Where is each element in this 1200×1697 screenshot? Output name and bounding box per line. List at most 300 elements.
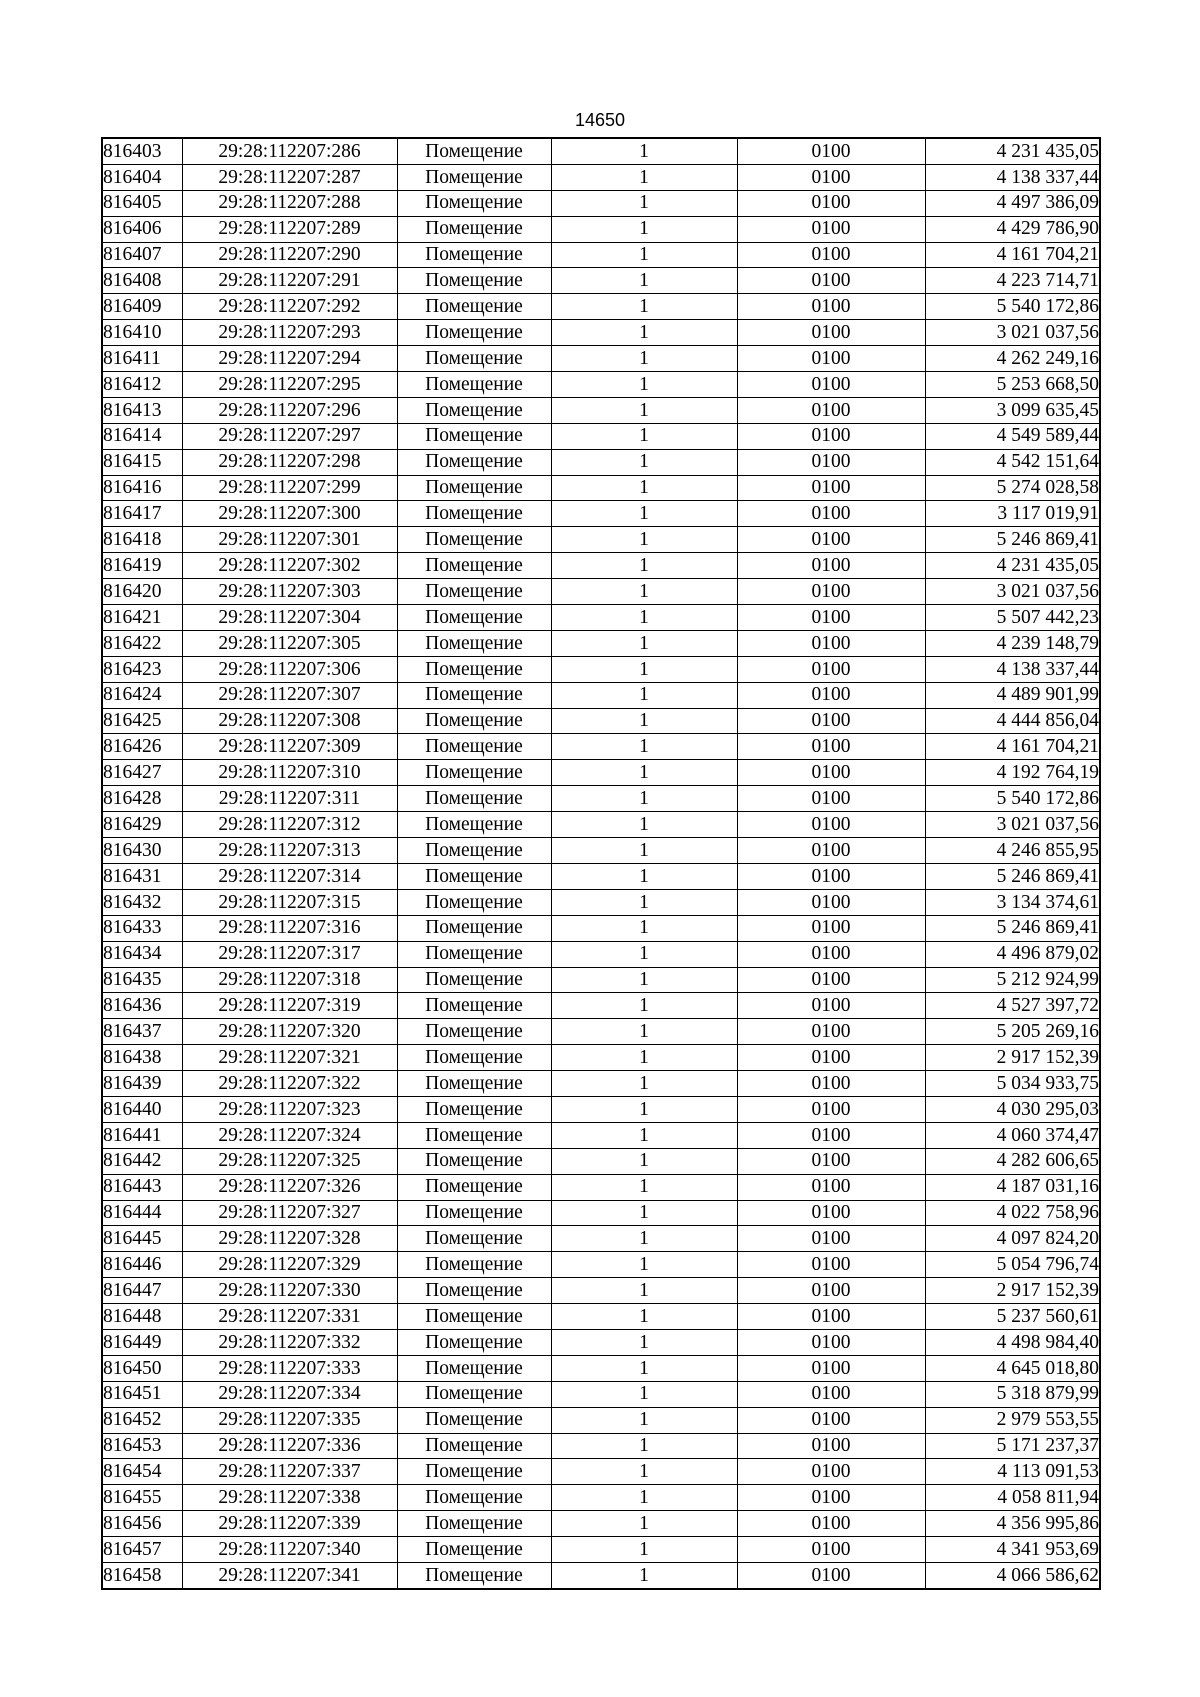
value-cell: 3 021 037,56 (925, 579, 1100, 605)
code-cell: 0100 (737, 527, 925, 553)
object-id-cell: 816411 (102, 346, 182, 372)
quantity-cell: 1 (551, 760, 737, 786)
object-type-cell: Помещение (397, 372, 551, 398)
value-cell: 3 099 635,45 (925, 397, 1100, 423)
value-cell: 4 161 704,21 (925, 242, 1100, 268)
cadastral-number-cell: 29:28:112207:288 (182, 190, 397, 216)
object-id-cell: 816428 (102, 786, 182, 812)
object-type-cell: Помещение (397, 941, 551, 967)
quantity-cell: 1 (551, 138, 737, 164)
cadastral-number-cell: 29:28:112207:328 (182, 1226, 397, 1252)
object-id-cell: 816404 (102, 164, 182, 190)
value-cell: 4 341 953,69 (925, 1537, 1100, 1563)
object-type-cell: Помещение (397, 863, 551, 889)
quantity-cell: 1 (551, 1148, 737, 1174)
code-cell: 0100 (737, 164, 925, 190)
object-type-cell: Помещение (397, 760, 551, 786)
table-row (102, 501, 1100, 527)
code-cell: 0100 (737, 579, 925, 605)
value-cell: 4 030 295,03 (925, 1096, 1100, 1122)
quantity-cell: 1 (551, 708, 737, 734)
value-cell: 4 223 714,71 (925, 268, 1100, 294)
value-cell: 4 496 879,02 (925, 941, 1100, 967)
object-type-cell: Помещение (397, 475, 551, 501)
code-cell: 0100 (737, 889, 925, 915)
value-cell: 4 058 811,94 (925, 1485, 1100, 1511)
quantity-cell: 1 (551, 889, 737, 915)
cadastral-number-cell: 29:28:112207:312 (182, 812, 397, 838)
object-type-cell: Помещение (397, 320, 551, 346)
object-type-cell: Помещение (397, 993, 551, 1019)
cadastral-number-cell: 29:28:112207:337 (182, 1459, 397, 1485)
table-row (102, 397, 1100, 423)
cadastral-number-cell: 29:28:112207:311 (182, 786, 397, 812)
object-id-cell: 816448 (102, 1304, 182, 1330)
cadastral-number-cell: 29:28:112207:322 (182, 1071, 397, 1097)
object-type-cell: Помещение (397, 1278, 551, 1304)
quantity-cell: 1 (551, 1174, 737, 1200)
table-row (102, 1355, 1100, 1381)
object-type-cell: Помещение (397, 708, 551, 734)
code-cell: 0100 (737, 138, 925, 164)
cadastral-number-cell: 29:28:112207:295 (182, 372, 397, 398)
cadastral-number-cell: 29:28:112207:334 (182, 1381, 397, 1407)
cadastral-number-cell: 29:28:112207:289 (182, 216, 397, 242)
table-row (102, 1562, 1100, 1588)
cadastral-number-cell: 29:28:112207:323 (182, 1096, 397, 1122)
cadastral-number-cell: 29:28:112207:321 (182, 1045, 397, 1071)
code-cell: 0100 (737, 423, 925, 449)
code-cell: 0100 (737, 1329, 925, 1355)
quantity-cell: 1 (551, 216, 737, 242)
value-cell: 4 192 764,19 (925, 760, 1100, 786)
object-type-cell: Помещение (397, 1562, 551, 1588)
object-id-cell: 816444 (102, 1200, 182, 1226)
table-row (102, 1407, 1100, 1433)
object-type-cell: Помещение (397, 1096, 551, 1122)
object-id-cell: 816441 (102, 1122, 182, 1148)
table-row (102, 915, 1100, 941)
code-cell: 0100 (737, 1096, 925, 1122)
cadastral-number-cell: 29:28:112207:317 (182, 941, 397, 967)
cadastral-number-cell: 29:28:112207:329 (182, 1252, 397, 1278)
cadastral-number-cell: 29:28:112207:308 (182, 708, 397, 734)
code-cell: 0100 (737, 242, 925, 268)
table-row (102, 1511, 1100, 1537)
table-row (102, 967, 1100, 993)
code-cell: 0100 (737, 1148, 925, 1174)
object-id-cell: 816418 (102, 527, 182, 553)
quantity-cell: 1 (551, 397, 737, 423)
value-cell: 5 171 237,37 (925, 1433, 1100, 1459)
cadastral-number-cell: 29:28:112207:316 (182, 915, 397, 941)
object-id-cell: 816429 (102, 812, 182, 838)
cadastral-number-cell: 29:28:112207:341 (182, 1562, 397, 1588)
object-id-cell: 816450 (102, 1355, 182, 1381)
object-id-cell: 816415 (102, 449, 182, 475)
object-type-cell: Помещение (397, 1459, 551, 1485)
object-id-cell: 816422 (102, 630, 182, 656)
cadastral-number-cell: 29:28:112207:339 (182, 1511, 397, 1537)
value-cell: 4 498 984,40 (925, 1329, 1100, 1355)
table-row (102, 1174, 1100, 1200)
object-id-cell: 816443 (102, 1174, 182, 1200)
value-cell: 5 034 933,75 (925, 1071, 1100, 1097)
registry-table-body (102, 138, 1100, 1589)
cadastral-number-cell: 29:28:112207:296 (182, 397, 397, 423)
table-row (102, 863, 1100, 889)
code-cell: 0100 (737, 760, 925, 786)
object-type-cell: Помещение (397, 1252, 551, 1278)
object-id-cell: 816432 (102, 889, 182, 915)
object-type-cell: Помещение (397, 915, 551, 941)
cadastral-number-cell: 29:28:112207:332 (182, 1329, 397, 1355)
value-cell: 4 239 148,79 (925, 630, 1100, 656)
value-cell: 4 138 337,44 (925, 656, 1100, 682)
object-id-cell: 816408 (102, 268, 182, 294)
table-row (102, 294, 1100, 320)
cadastral-number-cell: 29:28:112207:297 (182, 423, 397, 449)
quantity-cell: 1 (551, 1096, 737, 1122)
object-id-cell: 816449 (102, 1329, 182, 1355)
value-cell: 4 282 606,65 (925, 1148, 1100, 1174)
value-cell: 5 054 796,74 (925, 1252, 1100, 1278)
object-id-cell: 816416 (102, 475, 182, 501)
code-cell: 0100 (737, 346, 925, 372)
code-cell: 0100 (737, 1122, 925, 1148)
quantity-cell: 1 (551, 527, 737, 553)
code-cell: 0100 (737, 1045, 925, 1071)
cadastral-number-cell: 29:28:112207:336 (182, 1433, 397, 1459)
quantity-cell: 1 (551, 1355, 737, 1381)
value-cell: 4 066 586,62 (925, 1562, 1100, 1588)
object-id-cell: 816413 (102, 397, 182, 423)
code-cell: 0100 (737, 1304, 925, 1330)
quantity-cell: 1 (551, 553, 737, 579)
object-id-cell: 816421 (102, 605, 182, 631)
object-type-cell: Помещение (397, 1200, 551, 1226)
value-cell: 4 429 786,90 (925, 216, 1100, 242)
code-cell: 0100 (737, 1407, 925, 1433)
object-id-cell: 816433 (102, 915, 182, 941)
code-cell: 0100 (737, 1019, 925, 1045)
object-type-cell: Помещение (397, 1329, 551, 1355)
code-cell: 0100 (737, 1200, 925, 1226)
quantity-cell: 1 (551, 475, 737, 501)
code-cell: 0100 (737, 1252, 925, 1278)
value-cell: 4 231 435,05 (925, 553, 1100, 579)
quantity-cell: 1 (551, 786, 737, 812)
cadastral-number-cell: 29:28:112207:325 (182, 1148, 397, 1174)
object-id-cell: 816445 (102, 1226, 182, 1252)
table-row (102, 1381, 1100, 1407)
table-row (102, 1045, 1100, 1071)
table-row (102, 630, 1100, 656)
object-id-cell: 816458 (102, 1562, 182, 1588)
code-cell: 0100 (737, 1511, 925, 1537)
code-cell: 0100 (737, 1537, 925, 1563)
object-id-cell: 816414 (102, 423, 182, 449)
code-cell: 0100 (737, 863, 925, 889)
value-cell: 5 253 668,50 (925, 372, 1100, 398)
object-type-cell: Помещение (397, 1019, 551, 1045)
code-cell: 0100 (737, 1174, 925, 1200)
quantity-cell: 1 (551, 941, 737, 967)
code-cell: 0100 (737, 268, 925, 294)
quantity-cell: 1 (551, 1537, 737, 1563)
object-type-cell: Помещение (397, 1511, 551, 1537)
quantity-cell: 1 (551, 967, 737, 993)
code-cell: 0100 (737, 553, 925, 579)
cadastral-number-cell: 29:28:112207:313 (182, 838, 397, 864)
quantity-cell: 1 (551, 320, 737, 346)
object-type-cell: Помещение (397, 1304, 551, 1330)
value-cell: 4 262 249,16 (925, 346, 1100, 372)
object-id-cell: 816420 (102, 579, 182, 605)
quantity-cell: 1 (551, 812, 737, 838)
quantity-cell: 1 (551, 1045, 737, 1071)
value-cell: 4 246 855,95 (925, 838, 1100, 864)
value-cell: 4 497 386,09 (925, 190, 1100, 216)
quantity-cell: 1 (551, 630, 737, 656)
code-cell: 0100 (737, 1433, 925, 1459)
table-row (102, 682, 1100, 708)
table-row (102, 242, 1100, 268)
cadastral-number-cell: 29:28:112207:318 (182, 967, 397, 993)
quantity-cell: 1 (551, 1226, 737, 1252)
object-type-cell: Помещение (397, 138, 551, 164)
quantity-cell: 1 (551, 734, 737, 760)
table-row (102, 656, 1100, 682)
quantity-cell: 1 (551, 164, 737, 190)
quantity-cell: 1 (551, 1019, 737, 1045)
object-type-cell: Помещение (397, 1122, 551, 1148)
table-row (102, 1537, 1100, 1563)
code-cell: 0100 (737, 1278, 925, 1304)
table-row (102, 605, 1100, 631)
code-cell: 0100 (737, 812, 925, 838)
quantity-cell: 1 (551, 1278, 737, 1304)
value-cell: 5 246 869,41 (925, 527, 1100, 553)
cadastral-number-cell: 29:28:112207:301 (182, 527, 397, 553)
cadastral-number-cell: 29:28:112207:293 (182, 320, 397, 346)
cadastral-number-cell: 29:28:112207:327 (182, 1200, 397, 1226)
quantity-cell: 1 (551, 372, 737, 398)
cadastral-number-cell: 29:28:112207:286 (182, 138, 397, 164)
object-type-cell: Помещение (397, 1407, 551, 1433)
table-row (102, 941, 1100, 967)
quantity-cell: 1 (551, 268, 737, 294)
cadastral-number-cell: 29:28:112207:300 (182, 501, 397, 527)
object-id-cell: 816438 (102, 1045, 182, 1071)
object-id-cell: 816426 (102, 734, 182, 760)
table-row (102, 216, 1100, 242)
object-id-cell: 816417 (102, 501, 182, 527)
quantity-cell: 1 (551, 1407, 737, 1433)
object-type-cell: Помещение (397, 1433, 551, 1459)
table-row (102, 1226, 1100, 1252)
value-cell: 4 022 758,96 (925, 1200, 1100, 1226)
quantity-cell: 1 (551, 915, 737, 941)
quantity-cell: 1 (551, 1329, 737, 1355)
object-type-cell: Помещение (397, 501, 551, 527)
object-id-cell: 816406 (102, 216, 182, 242)
object-type-cell: Помещение (397, 294, 551, 320)
object-type-cell: Помещение (397, 682, 551, 708)
value-cell: 2 979 553,55 (925, 1407, 1100, 1433)
value-cell: 3 134 374,61 (925, 889, 1100, 915)
object-type-cell: Помещение (397, 164, 551, 190)
quantity-cell: 1 (551, 993, 737, 1019)
code-cell: 0100 (737, 941, 925, 967)
object-id-cell: 816452 (102, 1407, 182, 1433)
cadastral-number-cell: 29:28:112207:309 (182, 734, 397, 760)
cadastral-number-cell: 29:28:112207:340 (182, 1537, 397, 1563)
table-row (102, 786, 1100, 812)
object-type-cell: Помещение (397, 786, 551, 812)
table-row (102, 1200, 1100, 1226)
object-type-cell: Помещение (397, 630, 551, 656)
table-row (102, 346, 1100, 372)
cadastral-number-cell: 29:28:112207:304 (182, 605, 397, 631)
value-cell: 4 060 374,47 (925, 1122, 1100, 1148)
object-type-cell: Помещение (397, 838, 551, 864)
object-id-cell: 816424 (102, 682, 182, 708)
object-type-cell: Помещение (397, 579, 551, 605)
code-cell: 0100 (737, 993, 925, 1019)
object-type-cell: Помещение (397, 423, 551, 449)
table-row (102, 138, 1100, 164)
object-id-cell: 816403 (102, 138, 182, 164)
cadastral-number-cell: 29:28:112207:315 (182, 889, 397, 915)
object-type-cell: Помещение (397, 553, 551, 579)
table-row (102, 164, 1100, 190)
quantity-cell: 1 (551, 656, 737, 682)
quantity-cell: 1 (551, 1459, 737, 1485)
value-cell: 5 237 560,61 (925, 1304, 1100, 1330)
table-row (102, 889, 1100, 915)
object-id-cell: 816427 (102, 760, 182, 786)
object-type-cell: Помещение (397, 1537, 551, 1563)
object-id-cell: 816410 (102, 320, 182, 346)
code-cell: 0100 (737, 1485, 925, 1511)
value-cell: 4 113 091,53 (925, 1459, 1100, 1485)
object-id-cell: 816423 (102, 656, 182, 682)
cadastral-number-cell: 29:28:112207:299 (182, 475, 397, 501)
object-id-cell: 816437 (102, 1019, 182, 1045)
object-type-cell: Помещение (397, 216, 551, 242)
cadastral-number-cell: 29:28:112207:302 (182, 553, 397, 579)
cadastral-number-cell: 29:28:112207:330 (182, 1278, 397, 1304)
cadastral-number-cell: 29:28:112207:287 (182, 164, 397, 190)
quantity-cell: 1 (551, 190, 737, 216)
object-type-cell: Помещение (397, 889, 551, 915)
table-row (102, 475, 1100, 501)
table-row (102, 320, 1100, 346)
quantity-cell: 1 (551, 346, 737, 372)
cadastral-number-cell: 29:28:112207:314 (182, 863, 397, 889)
code-cell: 0100 (737, 1562, 925, 1588)
cadastral-number-cell: 29:28:112207:331 (182, 1304, 397, 1330)
object-id-cell: 816405 (102, 190, 182, 216)
table-row (102, 1304, 1100, 1330)
cadastral-number-cell: 29:28:112207:310 (182, 760, 397, 786)
quantity-cell: 1 (551, 838, 737, 864)
object-id-cell: 816412 (102, 372, 182, 398)
quantity-cell: 1 (551, 1122, 737, 1148)
cadastral-number-cell: 29:28:112207:303 (182, 579, 397, 605)
table-row (102, 760, 1100, 786)
object-type-cell: Помещение (397, 346, 551, 372)
object-type-cell: Помещение (397, 1485, 551, 1511)
code-cell: 0100 (737, 372, 925, 398)
code-cell: 0100 (737, 656, 925, 682)
quantity-cell: 1 (551, 579, 737, 605)
object-type-cell: Помещение (397, 449, 551, 475)
object-id-cell: 816440 (102, 1096, 182, 1122)
object-type-cell: Помещение (397, 1226, 551, 1252)
table-row (102, 708, 1100, 734)
value-cell: 4 489 901,99 (925, 682, 1100, 708)
table-row (102, 1096, 1100, 1122)
cadastral-number-cell: 29:28:112207:338 (182, 1485, 397, 1511)
object-id-cell: 816434 (102, 941, 182, 967)
code-cell: 0100 (737, 630, 925, 656)
table-row (102, 527, 1100, 553)
quantity-cell: 1 (551, 1433, 737, 1459)
value-cell: 5 507 442,23 (925, 605, 1100, 631)
table-row (102, 190, 1100, 216)
cadastral-number-cell: 29:28:112207:292 (182, 294, 397, 320)
code-cell: 0100 (737, 320, 925, 346)
quantity-cell: 1 (551, 605, 737, 631)
table-row (102, 1485, 1100, 1511)
page-number: 14650 (574, 110, 626, 130)
quantity-cell: 1 (551, 423, 737, 449)
cadastral-number-cell: 29:28:112207:291 (182, 268, 397, 294)
object-type-cell: Помещение (397, 1045, 551, 1071)
cadastral-number-cell: 29:28:112207:298 (182, 449, 397, 475)
value-cell: 2 917 152,39 (925, 1045, 1100, 1071)
cadastral-number-cell: 29:28:112207:326 (182, 1174, 397, 1200)
quantity-cell: 1 (551, 1485, 737, 1511)
value-cell: 5 540 172,86 (925, 294, 1100, 320)
value-cell: 5 318 879,99 (925, 1381, 1100, 1407)
object-type-cell: Помещение (397, 397, 551, 423)
object-type-cell: Помещение (397, 1381, 551, 1407)
quantity-cell: 1 (551, 682, 737, 708)
code-cell: 0100 (737, 1459, 925, 1485)
object-type-cell: Помещение (397, 812, 551, 838)
cadastral-number-cell: 29:28:112207:294 (182, 346, 397, 372)
table-row (102, 734, 1100, 760)
object-id-cell: 816447 (102, 1278, 182, 1304)
table-row (102, 812, 1100, 838)
table-row (102, 1329, 1100, 1355)
object-type-cell: Помещение (397, 967, 551, 993)
object-id-cell: 816455 (102, 1485, 182, 1511)
value-cell: 4 527 397,72 (925, 993, 1100, 1019)
code-cell: 0100 (737, 190, 925, 216)
registry-table (101, 137, 1101, 1590)
table-row (102, 1148, 1100, 1174)
value-cell: 4 161 704,21 (925, 734, 1100, 760)
value-cell: 3 021 037,56 (925, 812, 1100, 838)
cadastral-number-cell: 29:28:112207:335 (182, 1407, 397, 1433)
table-row (102, 579, 1100, 605)
table-row (102, 1433, 1100, 1459)
code-cell: 0100 (737, 838, 925, 864)
